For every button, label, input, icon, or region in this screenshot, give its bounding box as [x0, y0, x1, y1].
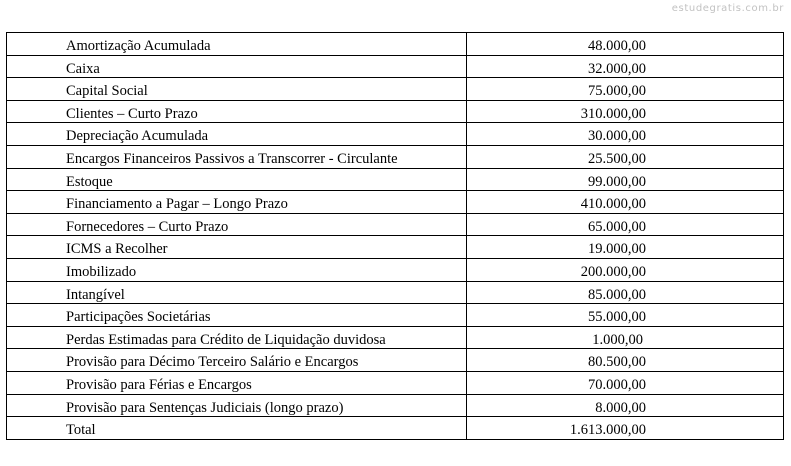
table-row [7, 78, 784, 101]
watermark-text: estudegratis.com.br [671, 3, 784, 14]
amount-cell: 85.000,00 [467, 281, 784, 304]
account-name-cell: Intangível [7, 281, 467, 304]
amount-cell: 32.000,00 [467, 55, 784, 78]
account-name-cell: Encargos Financeiros Passivos a Transcorrer - Circulante [7, 145, 467, 168]
account-name-cell: ICMS a Recolher [7, 236, 467, 259]
table-row [7, 326, 784, 349]
table-row [7, 168, 784, 191]
account-name-cell: Imobilizado [7, 258, 467, 281]
table-row [7, 236, 784, 259]
table-row [7, 100, 784, 123]
account-name-cell: Estoque [7, 168, 467, 191]
amount-cell: 25.500,00 [467, 145, 784, 168]
amount-cell: 200.000,00 [467, 258, 784, 281]
total-row [7, 417, 784, 440]
total-label-cell: Total [7, 417, 467, 440]
account-name-cell: Clientes – Curto Prazo [7, 100, 467, 123]
table-row [7, 349, 784, 372]
amount-cell: 410.000,00 [467, 191, 784, 214]
account-name-cell: Provisão para Décimo Terceiro Salário e Encargos [7, 349, 467, 372]
account-name-cell: Perdas Estimadas para Crédito de Liquidação duvidosa [7, 326, 467, 349]
amount-cell: 80.500,00 [467, 349, 784, 372]
accounts-table-body [7, 33, 784, 440]
account-name-cell: Provisão para Sentenças Judiciais (longo prazo) [7, 394, 467, 417]
amount-cell: 1.000,00 [467, 326, 784, 349]
accounts-table [6, 32, 784, 440]
amount-cell: 70.000,00 [467, 371, 784, 394]
amount-cell: 8.000,00 [467, 394, 784, 417]
table-row [7, 304, 784, 327]
amount-cell: 55.000,00 [467, 304, 784, 327]
table-row [7, 371, 784, 394]
account-name-cell: Depreciação Acumulada [7, 123, 467, 146]
amount-cell: 65.000,00 [467, 213, 784, 236]
amount-cell: 48.000,00 [467, 33, 784, 56]
table-row [7, 281, 784, 304]
table-row [7, 145, 784, 168]
table-row [7, 258, 784, 281]
table-row [7, 55, 784, 78]
account-name-cell: Fornecedores – Curto Prazo [7, 213, 467, 236]
account-name-cell: Participações Societárias [7, 304, 467, 327]
amount-cell: 30.000,00 [467, 123, 784, 146]
table-row [7, 213, 784, 236]
amount-cell: 19.000,00 [467, 236, 784, 259]
amount-cell: 75.000,00 [467, 78, 784, 101]
account-name-cell: Amortização Acumulada [7, 33, 467, 56]
table-row [7, 33, 784, 56]
amount-cell: 310.000,00 [467, 100, 784, 123]
account-name-cell: Caixa [7, 55, 467, 78]
account-name-cell: Provisão para Férias e Encargos [7, 371, 467, 394]
table-row [7, 123, 784, 146]
account-name-cell: Capital Social [7, 78, 467, 101]
amount-cell: 99.000,00 [467, 168, 784, 191]
table-row [7, 394, 784, 417]
table-row [7, 191, 784, 214]
total-amount-cell: 1.613.000,00 [467, 417, 784, 440]
account-name-cell: Financiamento a Pagar – Longo Prazo [7, 191, 467, 214]
